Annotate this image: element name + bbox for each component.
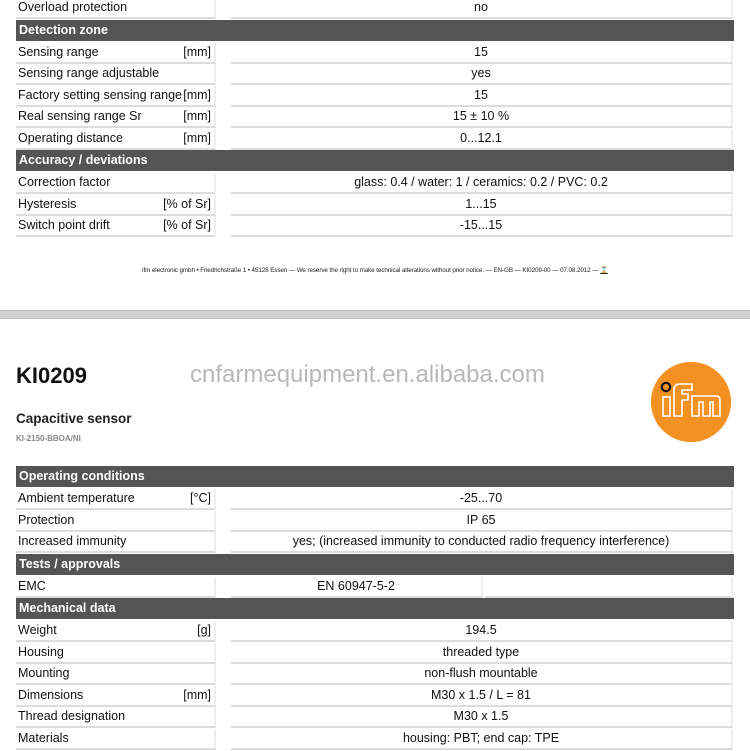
spec-label-cell [16,86,216,107]
spec-label: Materials [18,730,69,745]
product-type: Capacitive sensor [16,411,132,426]
spec-label: Weight [18,623,57,637]
spec-row [16,643,736,665]
spec-row [16,729,736,751]
spec-unit: [g] [197,623,211,637]
spec-unit: [°C] [190,491,211,505]
hourglass-icon: ⌛ [600,267,608,274]
spec-row [16,686,736,708]
spec-row [16,621,736,643]
spec-row [16,64,736,86]
spec-value: 1...15 [231,195,733,216]
spec-value: IP 65 [231,511,733,532]
ifm-logo [651,362,731,442]
spec-value: non-flush mountable [231,664,733,685]
section-header-detection-zone: Detection zone [16,20,734,41]
spec-value: EN 60947-5-2 [231,577,483,598]
spec-row [16,86,736,108]
ifm-logo-icon [651,362,731,442]
spec-value: 0...12.1 [231,129,733,150]
spec-unit: [mm] [183,44,211,59]
spec-label: Real sensing range Sr [18,109,142,123]
spec-value: yes [231,64,733,85]
spec-row [16,216,736,238]
spec-label-cell [16,643,216,664]
spec-label: Mounting [18,666,70,680]
spec-label-cell [16,621,216,642]
spec-label-cell [16,577,216,598]
page-footer [0,266,750,274]
spec-label: Housing [18,644,64,659]
spec-label: Correction factor [18,175,111,189]
spec-row [16,43,736,65]
spec-unit: [mm] [183,87,211,102]
spec-value: threaded type [231,643,733,664]
spec-label-cell [16,107,216,128]
spec-label-cell [16,511,216,532]
spec-row [16,195,736,217]
spec-label-cell [16,729,216,750]
spec-label-cell [16,664,216,685]
spec-value: glass: 0.4 / water: 1 / ceramics: 0.2 / PVC: 0.2 [231,173,733,194]
spec-label-cell [16,707,216,728]
spec-value: M30 x 1.5 [231,707,733,728]
product-code-title: KI0209 [16,363,87,388]
spec-row [16,532,736,554]
spec-label: Hysteresis [18,196,77,211]
article-designation: KI-2150-BBOA/NI [16,434,81,443]
spec-row [16,511,736,533]
page-divider [0,310,750,319]
section-header-mechanical-data: Mechanical data [16,598,734,619]
spec-row [16,107,736,129]
spec-label: Switch point drift [18,218,110,232]
spec-row [16,173,736,195]
spec-label: Sensing range [18,44,99,59]
spec-label: Thread designation [18,709,126,723]
spec-table-top [16,0,736,238]
spec-label-cell [16,532,216,553]
spec-label-cell [16,195,216,216]
spec-row [16,129,736,151]
section-header-operating-conditions: Operating conditions [16,466,734,487]
spec-label-cell [16,216,216,237]
spec-label: EMC [18,578,46,593]
spec-row [16,489,736,511]
spec-label-cell [16,489,216,510]
spec-label: Increased immunity [18,534,127,548]
spec-label: Protection [18,512,75,527]
spec-row [16,707,736,729]
spec-value: 15 ± 10 % [231,107,733,128]
spec-row [16,664,736,686]
spec-table-bottom [16,466,736,750]
spec-value: 194.5 [231,621,733,642]
watermark-text: cnfarmequipment.en.alibaba.com [190,361,545,388]
spec-label: Factory setting sensing range [18,87,182,102]
spec-value: 15 [231,86,733,107]
spec-value: 15 [231,43,733,64]
spec-unit: [mm] [183,687,211,702]
spec-value: M30 x 1.5 / L = 81 [231,686,733,707]
spec-unit: [mm] [183,130,211,145]
spec-value-empty [485,577,733,598]
spec-label: Overload protection [18,0,128,14]
spec-value: -25...70 [231,489,733,510]
spec-label: Operating distance [18,130,123,145]
spec-unit: [mm] [183,109,211,123]
spec-label: Ambient temperature [18,491,135,505]
footer-text: ifm electronic gmbh • Friedrichstraße 1 • 45128 Essen — We reserve the right to make technical alterations without prior notice. — EN-GB — KI0209-00 — 07.08.2012 — [142,267,601,274]
spec-value: no [231,0,733,19]
spec-label: Dimensions [18,687,84,702]
spec-unit: [% of Sr] [163,218,211,232]
spec-value: yes; (increased immunity to conducted radio frequency interference) [231,532,733,553]
spec-row-overload-protection [16,0,736,20]
spec-label-cell [16,173,216,194]
section-header-accuracy-deviations: Accuracy / deviations [16,150,734,171]
spec-label-cell [16,686,216,707]
spec-unit: [% of Sr] [163,196,211,211]
spec-label-cell [16,43,216,64]
spec-value: -15...15 [231,216,733,237]
section-header-tests-approvals: Tests / approvals [16,554,734,575]
spec-label-cell [16,0,216,19]
spec-label-cell [16,129,216,150]
spec-row [16,577,736,599]
spec-label-cell [16,64,216,85]
spec-label: Sensing range adjustable [18,66,160,80]
spec-value: housing: PBT; end cap: TPE [231,729,733,750]
